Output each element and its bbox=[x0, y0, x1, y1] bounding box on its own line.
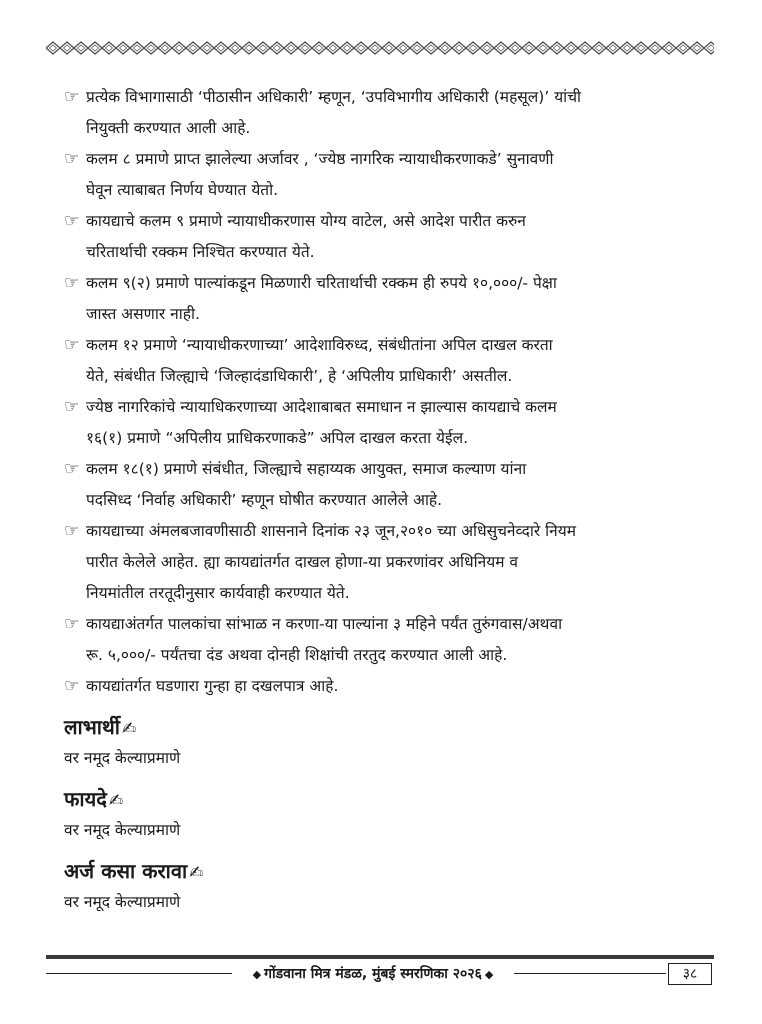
chain-link bbox=[466, 42, 480, 54]
chain-link bbox=[270, 42, 284, 54]
chain-link-inner bbox=[134, 45, 141, 51]
chain-link bbox=[284, 42, 298, 54]
hand-pointing-right-icon: ☞ bbox=[64, 149, 80, 169]
chain-link-inner bbox=[204, 45, 211, 51]
list-item bbox=[64, 144, 696, 206]
section-body: वर नमूद केल्याप्रमाणे bbox=[64, 749, 181, 767]
hand-pointing-right-icon: ☞ bbox=[64, 614, 80, 634]
chain-link bbox=[676, 42, 690, 54]
chain-link-inner bbox=[428, 45, 435, 51]
chain-link-inner bbox=[414, 45, 421, 51]
list-item bbox=[64, 516, 696, 609]
chain-link bbox=[438, 42, 452, 54]
chain-link bbox=[480, 42, 494, 54]
list-item-line: कायद्याअंतर्गत पालकांचा सांभाळ न करणा-या पाल्यांना ३ महिने पर्यंत तुरुंगवास/अथवा bbox=[86, 615, 563, 633]
chain-link bbox=[550, 42, 564, 54]
chain-link-inner bbox=[638, 45, 645, 51]
chain-link bbox=[634, 42, 648, 54]
chain-link bbox=[102, 42, 116, 54]
chain-link-inner bbox=[708, 45, 715, 51]
list-item-line: जास्त असणार नाही. bbox=[86, 305, 200, 323]
section-heading bbox=[64, 856, 696, 888]
list-item-line: कलम १८(१) प्रमाणे संबंधीत, जिल्ह्याचे सहाय्यक आयुक्त, समाज कल्याण यांना bbox=[86, 460, 527, 478]
document-body bbox=[64, 82, 696, 928]
chain-link bbox=[564, 42, 578, 54]
chain-link-inner bbox=[610, 45, 617, 51]
chain-link-inner bbox=[582, 45, 589, 51]
chain-link bbox=[592, 42, 606, 54]
list-item-line: कायद्यांतर्गत घडणारा गुन्हा हा दखलपात्र आहे. bbox=[86, 677, 339, 695]
chain-link-inner bbox=[512, 45, 519, 51]
hand-pointing-right-icon: ☞ bbox=[64, 211, 80, 231]
chain-link bbox=[186, 42, 200, 54]
list-item-line: रू. ५,०००/- पर्यंतचा दंड अथवा दोनही शिक्षांची तरतुद करण्यात आली आहे. bbox=[86, 646, 508, 664]
chain-link-inner bbox=[680, 45, 687, 51]
chain-link bbox=[116, 42, 130, 54]
chain-link-inner bbox=[176, 45, 183, 51]
chain-link-inner bbox=[260, 45, 267, 51]
chain-link bbox=[508, 42, 522, 54]
chain-link bbox=[494, 42, 508, 54]
list-item-line: प्रत्येक विभागासाठी ‘पीठासीन अधिकारी’ म्हणून, ‘उपविभागीय अधिकारी (महसूल)’ यांची bbox=[86, 88, 582, 106]
list-item-line: ज्येष्ठ नागरिकांचे न्यायाधिकरणाच्या आदेशाबाबत समाधान न झाल्यास कायद्याचे कलम bbox=[86, 398, 557, 416]
footer-title-text: गोंडवाना मित्र मंडळ, मुंबई स्मरणिका २०२६ bbox=[264, 966, 482, 982]
list-item-line: चरितार्थाची रक्कम निश्चित करण्यात येते. bbox=[86, 243, 315, 261]
chain-link-inner bbox=[232, 45, 239, 51]
list-item-line: नियमांतील तरतूदीनुसार कार्यवाही करण्यात येते. bbox=[86, 584, 350, 602]
chain-pattern-icon bbox=[46, 40, 714, 56]
chain-link-inner bbox=[652, 45, 659, 51]
list-item-line: कलम ९(२) प्रमाणे पाल्यांकडून मिळणारी चरितार्थाची रक्कम ही रुपये १०,०००/- पेक्षा bbox=[86, 274, 557, 292]
chain-link-inner bbox=[274, 45, 281, 51]
list-item-line: पदसिध्द ‘निर्वाह अधिकारी’ म्हणून घोषीत करण्यात आलेले आहे. bbox=[86, 491, 443, 509]
chain-link-inner bbox=[106, 45, 113, 51]
chain-link bbox=[424, 42, 438, 54]
list-item bbox=[64, 206, 696, 268]
hand-pointing-right-icon: ☞ bbox=[64, 397, 80, 417]
chain-link-inner bbox=[288, 45, 295, 51]
list-item bbox=[64, 671, 696, 702]
hand-pointing-right-icon: ☞ bbox=[64, 676, 80, 696]
chain-link bbox=[396, 42, 410, 54]
chain-link-inner bbox=[470, 45, 477, 51]
chain-link bbox=[704, 42, 714, 54]
chain-link-inner bbox=[190, 45, 197, 51]
chain-link-inner bbox=[78, 45, 85, 51]
chain-link-inner bbox=[498, 45, 505, 51]
list-item-line: कायद्याच्या अंमलबजावणीसाठी शासनाने दिनांक २३ जून,२०१० च्या अधिसुचनेव्दारे नियम bbox=[86, 522, 576, 540]
chain-link-inner bbox=[400, 45, 407, 51]
diamond-icon: ◆ bbox=[484, 968, 494, 981]
chain-link bbox=[620, 42, 634, 54]
writing-pen-icon: ✍ bbox=[121, 719, 137, 739]
list-item bbox=[64, 392, 696, 454]
section-heading bbox=[64, 712, 696, 744]
chain-link bbox=[144, 42, 158, 54]
chain-link-inner bbox=[386, 45, 393, 51]
diamond-icon: ◆ bbox=[252, 968, 262, 981]
chain-link-inner bbox=[330, 45, 337, 51]
chain-link-inner bbox=[92, 45, 99, 51]
writing-pen-icon: ✍ bbox=[108, 791, 124, 811]
footer-line-right bbox=[514, 973, 666, 974]
chain-link bbox=[242, 42, 256, 54]
chain-link bbox=[340, 42, 354, 54]
chain-link-inner bbox=[148, 45, 155, 51]
chain-link bbox=[522, 42, 536, 54]
chain-link bbox=[74, 42, 88, 54]
section-heading-text: अर्ज कसा करावा bbox=[64, 859, 188, 883]
chain-link-inner bbox=[666, 45, 673, 51]
list-item bbox=[64, 454, 696, 516]
chain-link-inner bbox=[246, 45, 253, 51]
section-beneficiaries bbox=[64, 712, 696, 772]
chain-link-inner bbox=[162, 45, 169, 51]
top-decorative-border bbox=[46, 40, 714, 56]
chain-link-inner bbox=[568, 45, 575, 51]
list-item-line: कलम ८ प्रमाणे प्राप्त झालेल्या अर्जावर , ‘ज्येष्ठ नागरिक न्यायाधीकरणाकडे’ सुनावणी bbox=[86, 150, 554, 168]
list-item-line: घेवून त्याबाबत निर्णय घेण्यात येतो. bbox=[86, 181, 279, 199]
chain-link bbox=[46, 42, 60, 54]
chain-link bbox=[354, 42, 368, 54]
chain-link bbox=[410, 42, 424, 54]
section-heading-text: लाभार्थी bbox=[64, 715, 120, 739]
hand-pointing-right-icon: ☞ bbox=[64, 273, 80, 293]
chain-link-inner bbox=[694, 45, 701, 51]
chain-link bbox=[88, 42, 102, 54]
chain-link bbox=[158, 42, 172, 54]
footer-divider bbox=[46, 955, 714, 959]
chain-link-inner bbox=[344, 45, 351, 51]
chain-link-inner bbox=[120, 45, 127, 51]
chain-link-inner bbox=[596, 45, 603, 51]
section-heading bbox=[64, 784, 696, 816]
chain-link-inner bbox=[316, 45, 323, 51]
list-item-line: कायद्याचे कलम ९ प्रमाणे न्यायाधीकरणास योग्य वाटेल, असे आदेश पारीत करुन bbox=[86, 212, 526, 230]
chain-link-inner bbox=[540, 45, 547, 51]
chain-link bbox=[256, 42, 270, 54]
list-item-line: कलम १२ प्रमाणे ‘न्यायाधीकरणाच्या’ आदेशाविरुध्द, संबंधीतांना अपिल दाखल करता bbox=[86, 336, 553, 354]
section-heading-text: फायदे bbox=[64, 787, 107, 811]
chain-link-inner bbox=[50, 45, 57, 51]
list-item-line: नियुक्ती करण्यात आली आहे. bbox=[86, 119, 251, 137]
chain-link bbox=[452, 42, 466, 54]
chain-link bbox=[382, 42, 396, 54]
hand-pointing-right-icon: ☞ bbox=[64, 335, 80, 355]
chain-link bbox=[214, 42, 228, 54]
chain-link bbox=[690, 42, 704, 54]
chain-link-inner bbox=[456, 45, 463, 51]
chain-link-inner bbox=[64, 45, 71, 51]
chain-link-inner bbox=[358, 45, 365, 51]
chain-link bbox=[648, 42, 662, 54]
section-body: वर नमूद केल्याप्रमाणे bbox=[64, 893, 181, 911]
footer-title bbox=[232, 963, 514, 986]
chain-link bbox=[326, 42, 340, 54]
chain-link bbox=[298, 42, 312, 54]
chain-link bbox=[662, 42, 676, 54]
section-benefits bbox=[64, 784, 696, 844]
chain-link bbox=[606, 42, 620, 54]
chain-link bbox=[312, 42, 326, 54]
hand-pointing-right-icon: ☞ bbox=[64, 459, 80, 479]
chain-link bbox=[578, 42, 592, 54]
chain-link-inner bbox=[624, 45, 631, 51]
chain-link bbox=[60, 42, 74, 54]
chain-link bbox=[172, 42, 186, 54]
chain-link bbox=[536, 42, 550, 54]
section-body: वर नमूद केल्याप्रमाणे bbox=[64, 821, 181, 839]
chain-link bbox=[130, 42, 144, 54]
list-item-line: १६(१) प्रमाणे “अपिलीय प्राधिकरणाकडे” अपिल दाखल करता येईल. bbox=[86, 429, 469, 447]
chain-link-inner bbox=[302, 45, 309, 51]
chain-link bbox=[228, 42, 242, 54]
chain-link bbox=[368, 42, 382, 54]
hand-pointing-right-icon: ☞ bbox=[64, 521, 80, 541]
section-how-to-apply bbox=[64, 856, 696, 916]
list-item bbox=[64, 330, 696, 392]
chain-link-inner bbox=[484, 45, 491, 51]
chain-link bbox=[200, 42, 214, 54]
list-item-line: पारीत केलेले आहेत. ह्या कायद्यांतर्गत दाखल होणा-या प्रकरणांवर अधिनियम व bbox=[86, 553, 519, 571]
chain-link-inner bbox=[218, 45, 225, 51]
footer-line-left bbox=[46, 973, 232, 974]
list-item bbox=[64, 609, 696, 671]
list-item bbox=[64, 268, 696, 330]
chain-link-inner bbox=[554, 45, 561, 51]
chain-link-inner bbox=[442, 45, 449, 51]
page-footer bbox=[46, 963, 714, 985]
page-number: ३८ bbox=[668, 963, 712, 985]
writing-pen-icon: ✍ bbox=[189, 863, 204, 883]
chain-link-inner bbox=[372, 45, 379, 51]
chain-link-inner bbox=[526, 45, 533, 51]
hand-pointing-right-icon: ☞ bbox=[64, 87, 80, 107]
list-item-line: येते, संबंधीत जिल्ह्याचे ‘जिल्हादंडाधिकारी’, हे ‘अपिलीय प्राधिकारी’ असतील. bbox=[86, 367, 513, 385]
list-item bbox=[64, 82, 696, 144]
